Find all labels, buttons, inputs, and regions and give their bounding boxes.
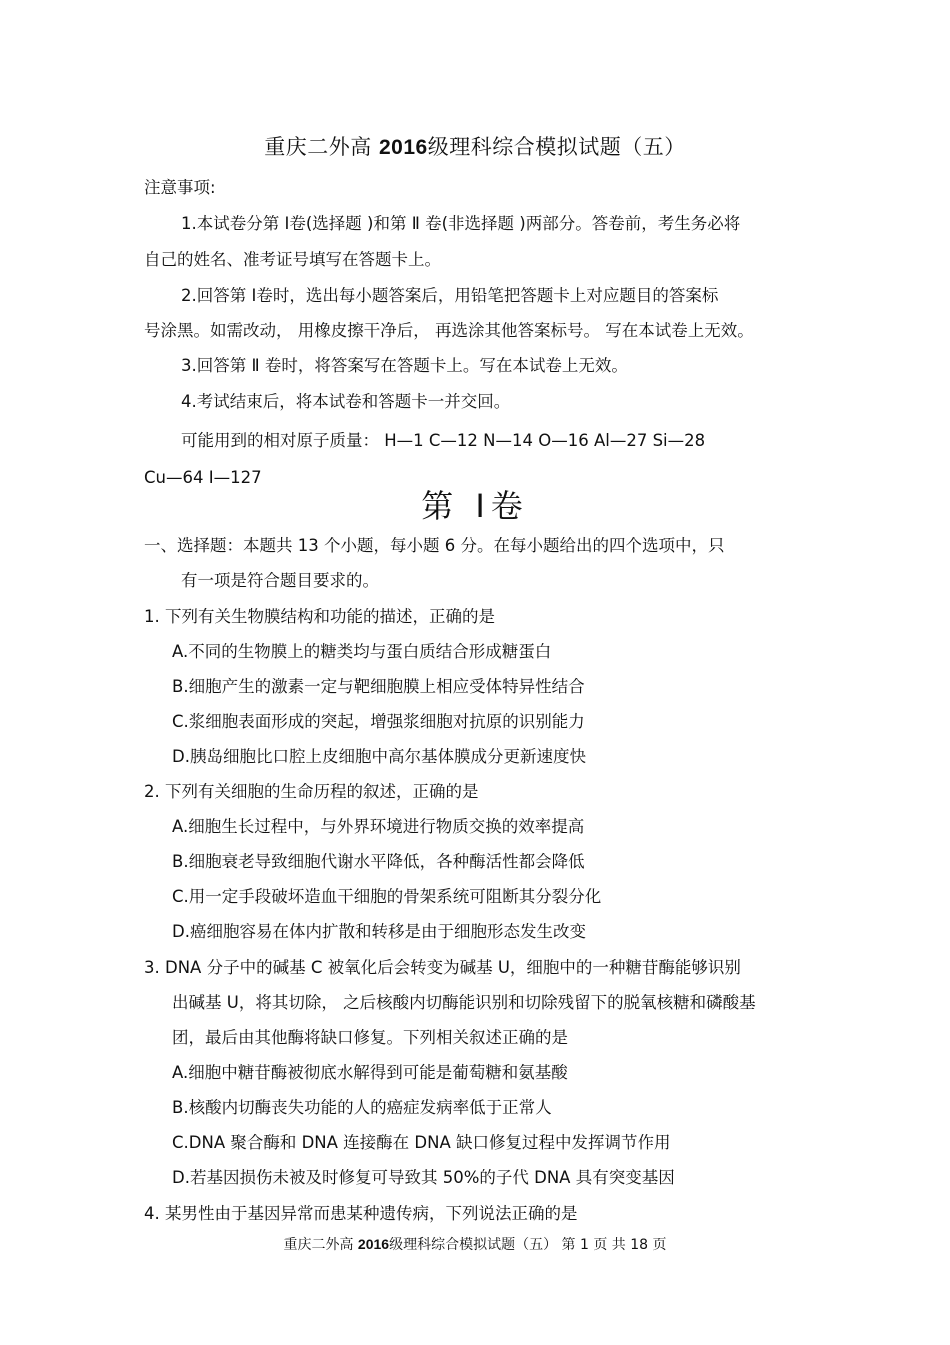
notice-line-3: 2.回答第 Ⅰ卷时，选出每小题答案后，用铅笔把答题卡上对应题目的答案标: [181, 286, 719, 305]
title-prefix: 重庆二外高: [264, 135, 379, 159]
footer-year: 2016: [357, 1236, 390, 1252]
question-1-stem: 1. 下列有关生物膜结构和功能的描述，正确的是: [144, 607, 495, 626]
notice-line-6: 4.考试结束后，将本试卷和答题卡一并交回。: [181, 392, 511, 411]
question-1-option-c: C.浆细胞表面形成的突起，增强浆细胞对抗原的识别能力: [172, 712, 585, 731]
part-one-line-1: 一、选择题：本题共 13 个小题，每小题 6 分。在每小题给出的四个选项中，只: [144, 536, 725, 555]
question-2-option-d: D.癌细胞容易在体内扩散和转移是由于细胞形态发生改变: [172, 922, 586, 941]
title-suffix: 级理科综合模拟试题（五）: [427, 135, 686, 159]
notice-line-4: 号涂黑。如需改动， 用橡皮擦干净后， 再选涂其他答案标号。 写在本试卷上无效。: [144, 321, 754, 340]
atomic-mass-line-2: Cu—64 I—127: [144, 468, 262, 487]
question-2-option-b: B.细胞衰老导致细胞代谢水平降低，各种酶活性都会降低: [172, 852, 585, 871]
page-footer: [0, 1235, 950, 1254]
question-3-option-d: D.若基因损伤未被及时修复可导致其 50%的子代 DNA 具有突变基因: [172, 1168, 675, 1187]
question-2-option-c: C.用一定手段破坏造血干细胞的骨架系统可阻断其分裂分化: [172, 887, 602, 906]
atomic-mass-line-1: 可能用到的相对原子质量： H—1 C—12 N—14 O—16 Al—27 Si—28: [181, 431, 706, 450]
part-one-line-2: 有一项是符合题目要求的。: [181, 571, 379, 590]
exam-title: [0, 134, 950, 161]
question-3-stem-2: 出碱基 U，将其切除， 之后核酸内切酶能识别和切除残留下的脱氧核糖和磷酸基: [172, 993, 756, 1012]
question-3-stem-1: 3. DNA 分子中的碱基 C 被氧化后会转变为碱基 U，细胞中的一种糖苷酶能够识别: [144, 958, 741, 977]
notice-line-1: 1.本试卷分第 Ⅰ卷(选择题 )和第 Ⅱ 卷(非选择题 )两部分。答卷前，考生务必将: [181, 214, 741, 233]
notice-line-2: 自己的姓名、准考证号填写在答题卡上。: [144, 250, 441, 269]
question-4-stem: 4. 某男性由于基因异常而患某种遗传病，下列说法正确的是: [144, 1204, 578, 1223]
footer-prefix: 重庆二外高: [283, 1237, 358, 1253]
title-year: 2016: [378, 136, 428, 159]
notice-line-5: 3.回答第 Ⅱ 卷时，将答案写在答题卡上。写在本试卷上无效。: [181, 356, 628, 375]
question-3-option-b: B.核酸内切酶丧失功能的人的癌症发病率低于正常人: [172, 1098, 552, 1117]
question-2-option-a: A.细胞生长过程中，与外界环境进行物质交换的效率提高: [172, 817, 585, 836]
question-3-option-a: A.细胞中糖苷酶被彻底水解得到可能是葡萄糖和氨基酸: [172, 1063, 568, 1082]
section-title: 第 Ⅰ卷: [421, 487, 529, 525]
question-1-option-b: B.细胞产生的激素一定与靶细胞膜上相应受体特异性结合: [172, 677, 585, 696]
question-3-stem-3: 团，最后由其他酶将缺口修复。下列相关叙述正确的是: [172, 1028, 568, 1047]
question-2-stem: 2. 下列有关细胞的生命历程的叙述，正确的是: [144, 782, 479, 801]
footer-suffix: 级理科综合模拟试题（五）: [389, 1237, 558, 1253]
question-3-option-c: C.DNA 聚合酶和 DNA 连接酶在 DNA 缺口修复过程中发挥调节作用: [172, 1133, 671, 1152]
question-1-option-a: A.不同的生物膜上的糖类均与蛋白质结合形成糖蛋白: [172, 642, 552, 661]
notice-heading: 注意事项:: [144, 178, 216, 197]
footer-page-number: 第 1 页 共 18 页: [557, 1237, 667, 1253]
question-1-option-d: D.胰岛细胞比口腔上皮细胞中高尔基体膜成分更新速度快: [172, 747, 586, 766]
